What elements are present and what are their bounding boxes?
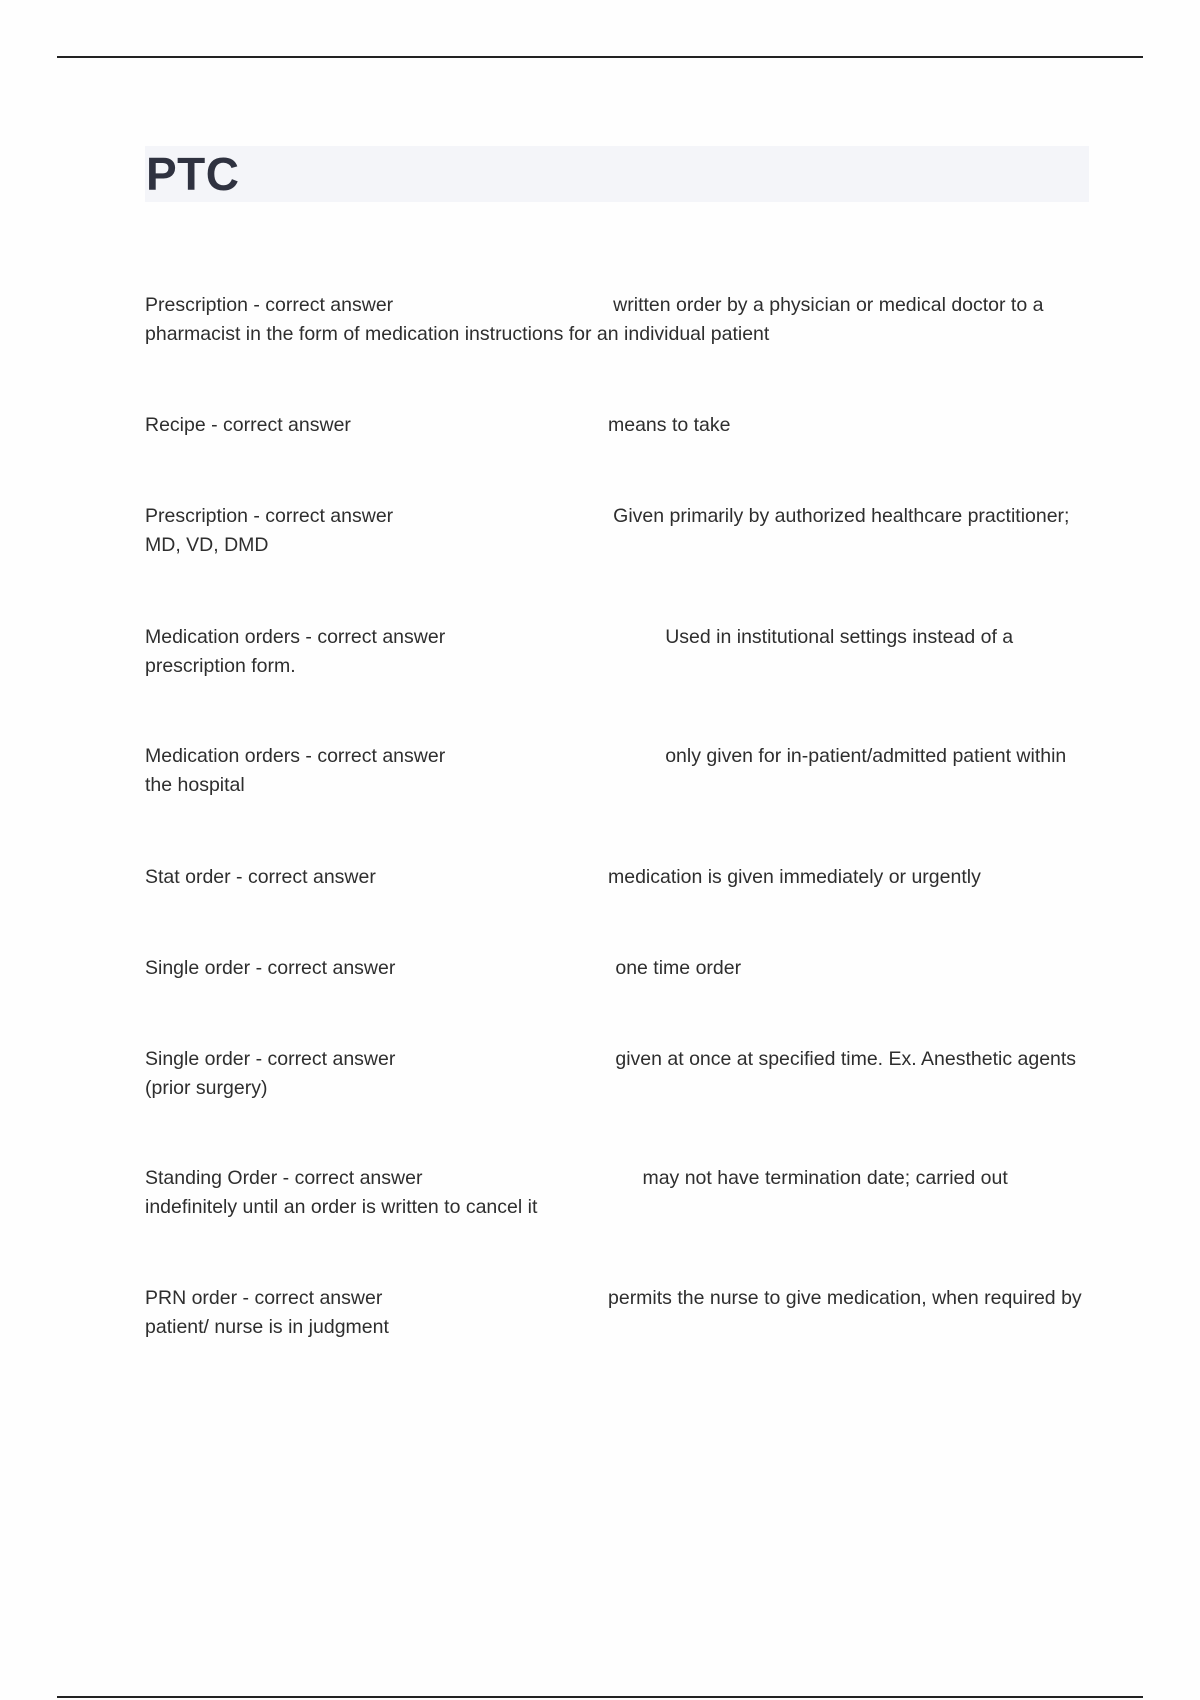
flashcard-definition: only given for in-patient/admitted patient within the hospital xyxy=(145,745,1067,796)
flashcard-term: Medication orders - correct answer xyxy=(145,626,446,648)
flashcard-definition: means to take xyxy=(608,414,731,436)
flashcard xyxy=(145,1045,1085,1103)
flashcard-term: Standing Order - correct answer xyxy=(145,1167,423,1189)
flashcard-term: Prescription - correct answer xyxy=(145,505,394,527)
flashcard-definition: may not have termination date; carried out indefinitely until an order is written to cancel it xyxy=(145,1167,1008,1218)
flashcard xyxy=(145,863,1085,892)
flashcard-term: Single order - correct answer xyxy=(145,1048,396,1070)
flashcard-definition: one time order xyxy=(615,957,742,979)
bottom-rule xyxy=(57,1696,1143,1698)
flashcard xyxy=(145,954,1085,983)
flashcard xyxy=(145,742,1085,800)
title-band xyxy=(145,146,1089,202)
page-title: PTC xyxy=(146,148,240,200)
flashcard-term: Medication orders - correct answer xyxy=(145,745,446,767)
flashcard-definition: medication is given immediately or urgently xyxy=(608,866,981,888)
flashcard xyxy=(145,291,1085,349)
flashcard xyxy=(145,502,1085,560)
flashcard-term: Stat order - correct answer xyxy=(145,866,376,888)
flashcard-term: Prescription - correct answer xyxy=(145,294,394,316)
flashcard-term: Recipe - correct answer xyxy=(145,414,351,436)
flashcard-term: PRN order - correct answer xyxy=(145,1287,383,1309)
top-rule xyxy=(57,56,1143,58)
flashcard-definition: given at once at specified time. Ex. Anesthetic agents (prior surgery) xyxy=(145,1048,1077,1099)
flashcard xyxy=(145,1284,1085,1342)
flashcard xyxy=(145,411,1085,440)
flashcard-definition: Used in institutional settings instead of a prescription form. xyxy=(145,626,1014,677)
flashcard-definition: Given primarily by authorized healthcare practitioner; MD, VD, DMD xyxy=(145,505,1070,556)
flashcard xyxy=(145,623,1085,681)
flashcard-definition: permits the nurse to give medication, when required by patient/ nurse is in judgment xyxy=(145,1287,1082,1338)
flashcard-definition: written order by a physician or medical doctor to a pharmacist in the form of medication instructions for an individual patient xyxy=(145,294,1044,345)
flashcard-term: Single order - correct answer xyxy=(145,957,396,979)
flashcard xyxy=(145,1164,1085,1222)
